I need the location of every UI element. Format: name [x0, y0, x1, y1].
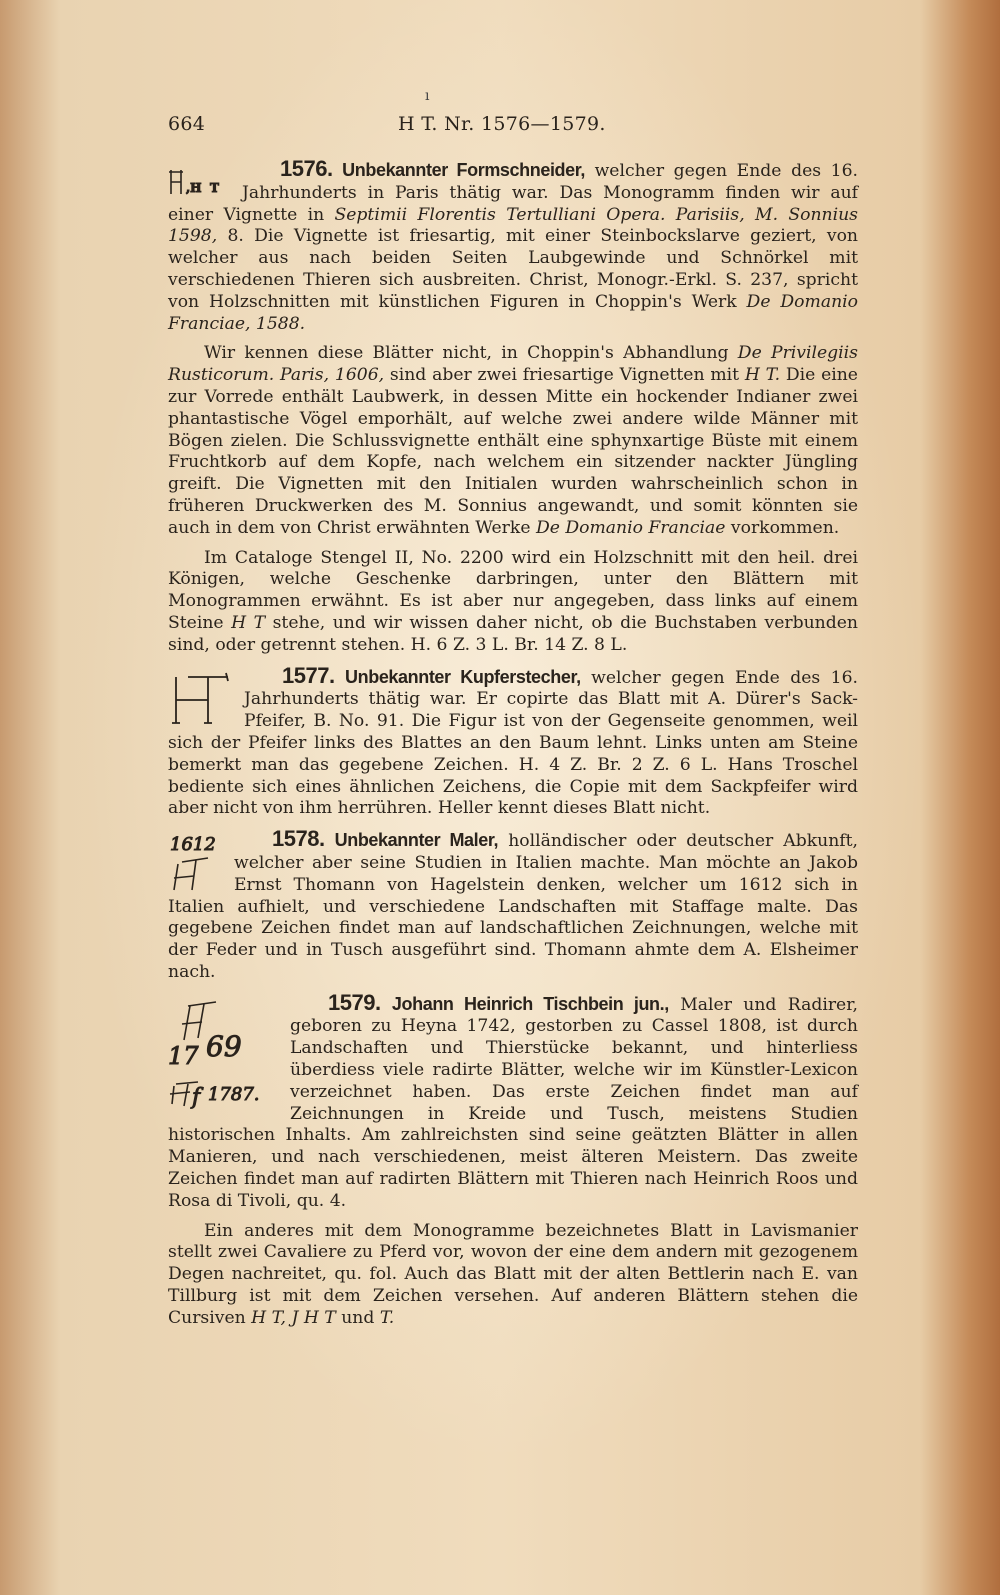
- monogram-glyph: [168, 667, 234, 729]
- text: Die eine zur Vorrede enthält Laubwerk, in dessen Mitte ein hockender Indianer zwei phantastische Vögel emporhält, auf welche zwei andere wilde Männer mit Bögen zielen. Die Schlussvignette enthält eine sphynxartige Büste mit einem Fruchtkorb auf dem Kopfe, nach welchem ein sitzender nackter Jüngling greift. Die Vignetten mit den Initialen wurden wahrscheinlich schon in früheren Druckwerken des M. Sonnius angewandt, und somit könnten sie auch in dem von Christ erwähnten Werke: [168, 365, 858, 538]
- entry-name: Unbekannter Formschneider,: [342, 160, 585, 180]
- monogram-glyph: [168, 994, 280, 1122]
- entry-paragraph: [168, 343, 858, 539]
- monogram-image: [168, 667, 234, 729]
- italic-text: De Domanio Franciae, 1588.: [168, 291, 858, 334]
- monogram-image: [168, 994, 280, 1122]
- text: vorkommen.: [725, 517, 840, 538]
- monogram-glyph: [168, 160, 232, 204]
- entry-paragraph: [168, 158, 858, 335]
- svg-text:1612: 1612: [170, 834, 216, 856]
- entry-paragraph: [168, 662, 859, 821]
- text: stehe, und wir wissen daher nicht, ob die Buchstaben verbunden sind, oder getrennt stehen. H. 6 Z. 3 L. Br. 14 Z. 8 L.: [168, 612, 858, 655]
- page-body: [168, 158, 858, 1338]
- italic-text: De Domanio Franciae: [535, 517, 726, 538]
- header-title: H T. Nr. 1576—1579.: [398, 113, 606, 135]
- monogram-image: [168, 830, 224, 894]
- margin-mark: ı: [425, 88, 430, 104]
- monogram-image: [168, 160, 232, 204]
- svg-text:,H: ,H: [186, 181, 202, 195]
- entry-1578: [168, 828, 858, 984]
- text: welcher gegen Ende des 16. Jahrhunderts thätig war. Er copirte das Blatt mit A. Dürer's Sack-Pfeifer, B. No. 91. Die Figur ist von der Gegenseite genommen, weil sich der Pfeifer links des Blattes an den Baum lehnt. Links unten am Steine bemerkt man das gegebene Zeichen. H. 4 Z. Br. 2 Z. 6 L. Hans Troschel bediente sich eines ähnlichen Zeichens, die Copie mit dem Sackpfeifer wird aber nicht von ihm herrühren. Heller kennt dieses Blatt nicht.: [168, 667, 859, 819]
- entry-paragraph: [168, 989, 858, 1213]
- entry-number: 1579.: [328, 989, 381, 1015]
- italic-text: H T: [231, 612, 266, 633]
- entry-number: 1577.: [282, 662, 335, 688]
- text: 8. Die Vignette ist friesartig, mit einer Steinbockslarve geziert, von welcher aus nach beiden Seiten Laubgewinde und Schnörkel mit verschiedenen Thieren sich ausbreiten. Christ, Monogr.-Erkl. S. 237, spricht von Holzschnitten mit künstlichen Figuren in Choppin's Werk: [168, 226, 858, 312]
- entry-number: 1576.: [280, 156, 333, 181]
- text: welcher gegen Ende des 16. Jahrhunderts in Paris thätig war. Das Monogramm finden wir auf einer Vignette in: [168, 161, 858, 225]
- italic-text: H T.: [744, 365, 781, 386]
- entry-1579: [168, 989, 858, 1330]
- text: Wir kennen diese Blätter nicht, in Choppin's Abhandlung: [204, 343, 738, 364]
- svg-text:1787.: 1787.: [208, 1083, 260, 1105]
- italic-text: T.: [379, 1307, 395, 1328]
- italic-text: H T, J H T: [251, 1307, 336, 1328]
- svg-text:f: f: [192, 1084, 201, 1110]
- text: Ein anderes mit dem Monogramme bezeichnetes Blatt in Lavismanier stellt zwei Cavaliere zu Pferd vor, wovon der eine dem andern mit gezogenem Degen nachreitet, qu. fol. Auch das Blatt mit der alten Bettlerin nach E. van Tillburg ist mit dem Zeichen versehen. Auf anderen Blättern stehen die Cursiven: [168, 1220, 858, 1328]
- text: Maler und Radirer, geboren zu Heyna 1742, gestorben zu Cassel 1808, ist durch Landschaften und Thierstücke bekannt, und hinterliess überdiess viele radirte Blätter, welche wir im Künstler-Lexicon verzeichnet haben. Das erste Zeichen findet man auf Zeichnungen in Kreide und Tusch, meistens Studien historischen Inhalts. Am zahlreichsten sind seine geätzten Blätter in allen Manieren, und nach verschiedenen, meist älteren Meistern. Das zweite Zeichen findet man auf radirten Blättern mit Thieren nach Heinrich Roos und Rosa di Tivoli, qu. 4.: [168, 994, 858, 1211]
- entry-1576: [168, 158, 858, 657]
- entry-1577: [168, 662, 859, 821]
- italic-text: Septimii Florentis Tertulliani Opera. Parisiis, M. Sonnius 1598,: [168, 204, 858, 247]
- text: und: [335, 1307, 380, 1328]
- entry-name: Johann Heinrich Tischbein jun.,: [391, 993, 669, 1014]
- entry-paragraph: [168, 1221, 858, 1330]
- monogram-glyph: [168, 830, 224, 894]
- text: holländischer oder deutscher Abkunft, welcher aber seine Studien in Italien machte. Man möchte an Jakob Ernst Thomann von Hagelstein denken, welcher um 1612 sich in Italien aufhielt, und verschiedene Landschaften mit Staffage malte. Das gegebene Zeichen findet man auf landschaftlichen Zeichnungen, welche mit der Feder und in Tusch ausgeführt sind. Thomann ahmte dem A. Elsheimer nach.: [168, 831, 859, 982]
- svg-text:69: 69: [206, 1029, 242, 1063]
- text: sind aber zwei friesartige Vignetten mit: [384, 365, 745, 386]
- italic-text: De Privilegiis Rusticorum. Paris, 1606,: [168, 343, 858, 386]
- entry-paragraph: [168, 828, 858, 984]
- text: Im Cataloge Stengel II, No. 2200 wird ein Holzschnitt mit den heil. drei Königen, welche Geschenke darbringen, unter den Blättern mit Monogrammen erwähnt. Es ist aber nur angegeben, dass links auf einem Steine: [168, 547, 858, 633]
- entry-paragraph: [168, 548, 858, 657]
- entry-number: 1578.: [272, 826, 325, 852]
- page-number: 664: [168, 113, 206, 135]
- svg-text:T: T: [210, 181, 219, 195]
- svg-text:17: 17: [168, 1041, 199, 1070]
- entry-name: Unbekannter Maler,: [334, 830, 499, 851]
- entry-name: Unbekannter Kupferstecher,: [345, 666, 581, 687]
